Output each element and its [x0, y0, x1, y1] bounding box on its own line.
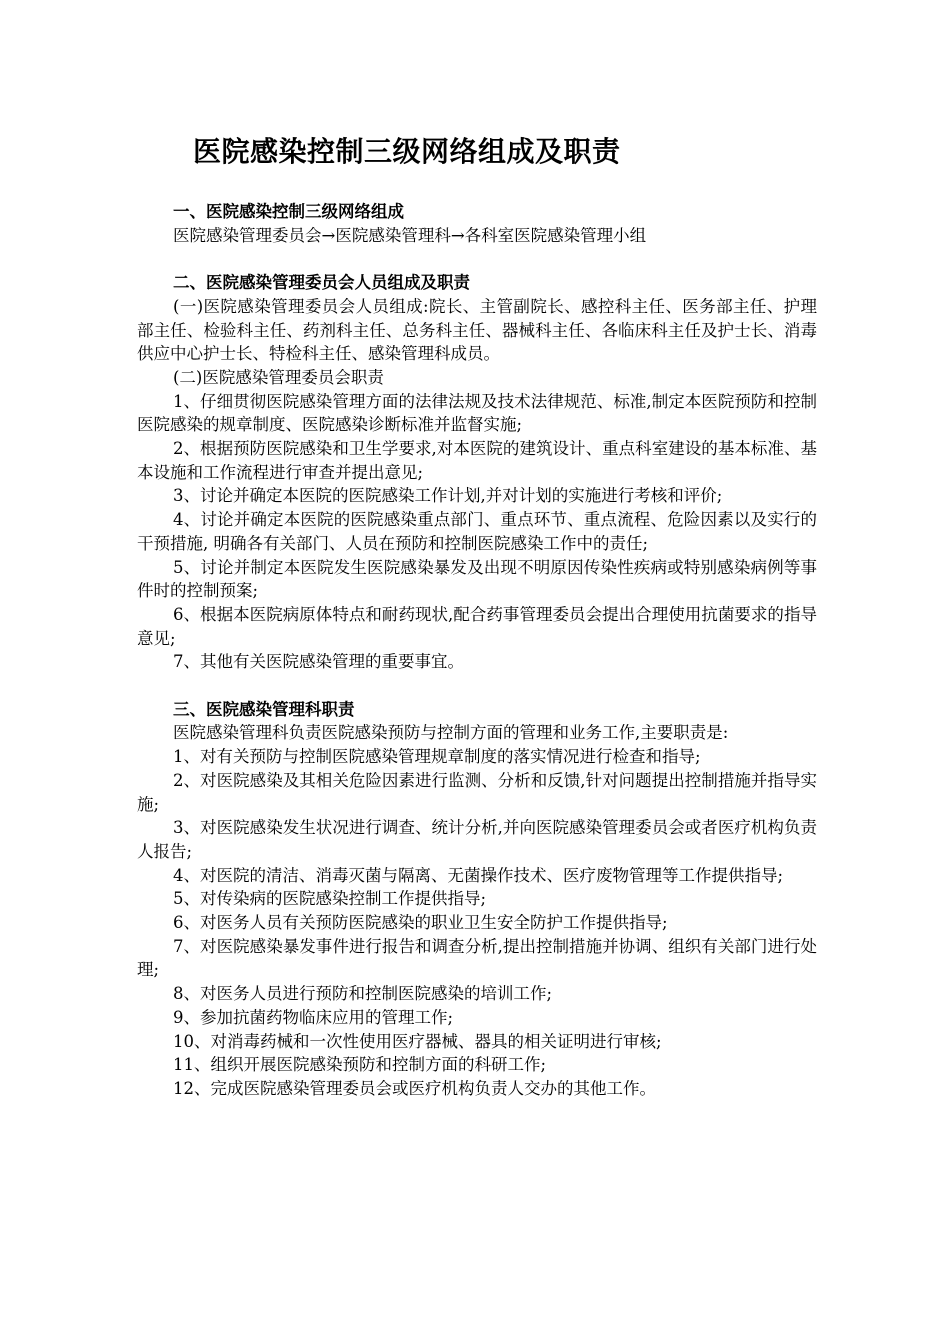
paragraph: (二)医院感染管理委员会职责: [173, 367, 384, 387]
paragraph: 2、根据预防医院感染和卫生学要求,对本医院的建筑设计、重点科室建设的基本标准、基本设施和工作流程进行审查并提出意见;: [137, 439, 817, 482]
paragraph: 7、其他有关医院感染管理的重要事宜。: [173, 652, 464, 672]
paragraph: 10、对消毒药械和一次性使用医疗器械、器具的相关证明进行审核;: [173, 1031, 662, 1051]
paragraph: 2、对医院感染及其相关危险因素进行监测、分析和反馈,针对问题提出控制措施并指导实施;: [137, 770, 817, 814]
paragraph: 3、对医院感染发生状况进行调查、统计分析,并向医院感染管理委员会或者医疗机构负责人报告;: [137, 818, 817, 861]
section-heading: 三、医院感染管理科职责: [173, 699, 355, 719]
paragraph: 1、对有关预防与控制医院感染管理规章制度的落实情况进行检查和指导;: [173, 747, 701, 767]
paragraph: 8、对医务人员进行预防和控制医院感染的培训工作;: [173, 984, 553, 1004]
spacer: [137, 674, 817, 698]
paragraph: 1、仔细贯彻医院感染管理方面的法律法规及技术法律规范、标准,制定本医院预防和控制医院感染的规章制度、医院感染诊断标准并监督实施;: [137, 391, 817, 435]
paragraph: 3、讨论并确定本医院的医院感染工作计划,并对计划的实施进行考核和评价;: [173, 486, 723, 506]
paragraph: 11、组织开展医院感染预防和控制方面的科研工作;: [173, 1055, 547, 1075]
paragraph: 6、根据本医院病原体特点和耐药现状,配合药事管理委员会提出合理使用抗菌要求的指导意见;: [137, 604, 817, 648]
paragraph: 5、讨论并制定本医院发生医院感染暴发及出现不明原因传染性疾病或特别感染病例等事件时的控制预案;: [137, 557, 817, 601]
paragraph: 医院感染管理科负责医院感染预防与控制方面的管理和业务工作,主要职责是:: [173, 723, 729, 743]
paragraph: 4、对医院的清洁、消毒灭菌与隔离、无菌操作技术、医疗废物管理等工作提供指导;: [173, 865, 784, 885]
paragraph: 12、完成医院感染管理委员会或医疗机构负责人交办的其他工作。: [173, 1078, 656, 1098]
document-title: 医院感染控制三级网络组成及职责: [193, 135, 621, 168]
paragraph: 7、对医院感染暴发事件进行报告和调查分析,提出控制措施并协调、组织有关部门进行处理;: [137, 936, 817, 980]
spacer: [137, 247, 817, 271]
section-heading: 二、医院感染管理委员会人员组成及职责: [173, 273, 470, 293]
paragraph: 5、对传染病的医院感染控制工作提供指导;: [173, 889, 487, 909]
paragraph: 6、对医务人员有关预防医院感染的职业卫生安全防护工作提供指导;: [173, 913, 668, 933]
document-body: [137, 200, 817, 1101]
paragraph: 9、参加抗菌药物临床应用的管理工作;: [173, 1007, 454, 1027]
paragraph: 医院感染管理委员会→医院感染管理科→各科室医院感染管理小组: [173, 225, 647, 245]
paragraph: 4、讨论并确定本医院的医院感染重点部门、重点环节、重点流程、危险因素以及实行的干预措施, 明确各有关部门、人员在预防和控制医院感染工作中的责任;: [137, 510, 817, 553]
section-heading: 一、医院感染控制三级网络组成: [173, 202, 404, 221]
paragraph: (一)医院感染管理委员会人员组成:院长、主管副院长、感控科主任、医务部主任、护理部主任、检验科主任、药剂科主任、总务科主任、器械科主任、各临床科主任及护士长、消毒供应中心护士长、特检科主任、感染管理科成员。: [137, 296, 817, 364]
